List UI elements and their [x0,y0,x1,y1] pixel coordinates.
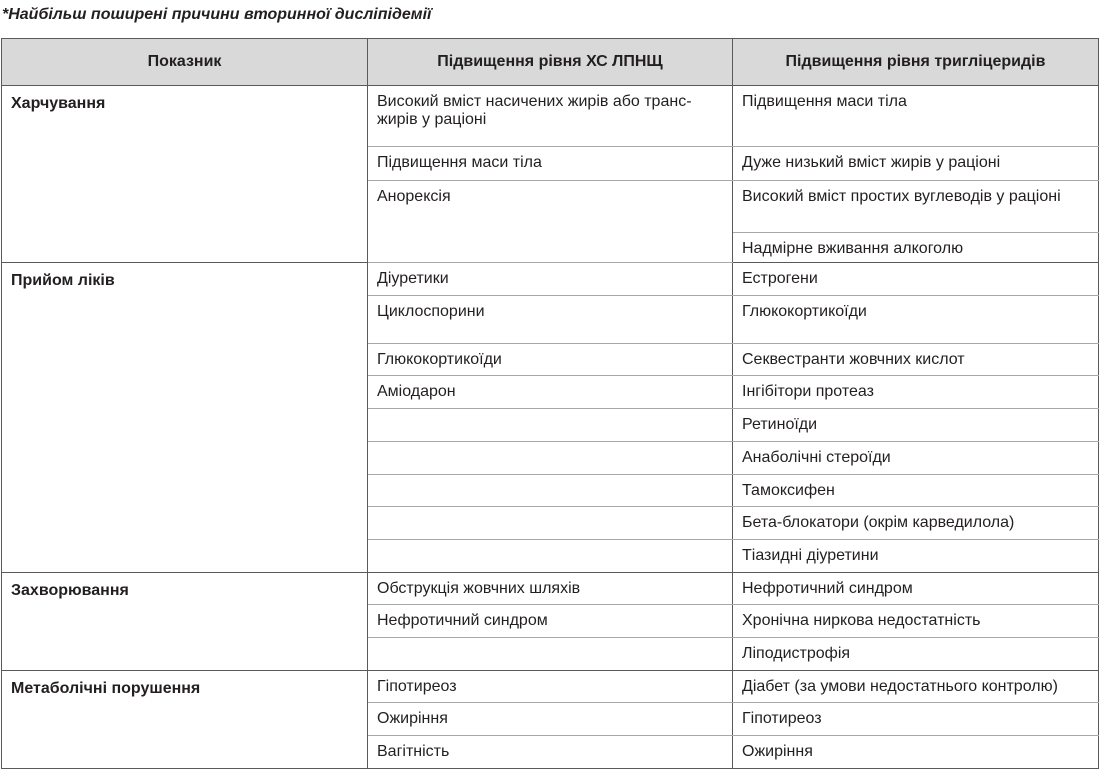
category-medication: Прийом ліків [2,263,368,573]
ldl-cell [368,507,733,540]
tg-cell: Інгібітори протеаз [733,376,1099,409]
ldl-cell [368,409,733,442]
ldl-cell [368,540,733,573]
ldl-cell: Вагітність [368,736,733,769]
tg-cell: Ретиноїди [733,409,1099,442]
header-triglyceride-increase: Підвищення рівня тригліцеридів [733,39,1099,86]
ldl-cell: Аміодарон [368,376,733,409]
table-caption: *Найбільш поширені причини вторинної дисліпідемії [2,6,432,23]
ldl-cell: Циклоспорини [368,296,733,344]
tg-cell: Високий вміст простих вуглеводів у раціоні [733,181,1099,233]
header-indicator: Показник [2,39,368,86]
ldl-cell: Глюкокортикоїди [368,344,733,376]
ldl-cell: Анорексія [368,181,733,263]
ldl-cell [368,475,733,507]
ldl-cell: Нефротичний синдром [368,605,733,638]
category-nutrition: Харчування [2,86,368,263]
tg-cell: Естрогени [733,263,1099,296]
ldl-cell: Підвищення маси тіла [368,147,733,181]
table-row [2,263,1099,296]
dyslipidemia-causes-table [1,38,1099,769]
tg-cell: Секвестранти жовчних кислот [733,344,1099,376]
ldl-cell: Високий вміст насичених жирів або транс-жирів у раціоні [368,86,733,147]
header-row [2,39,1099,86]
tg-cell: Надмірне вживання алкоголю [733,233,1099,263]
table-row [2,573,1099,605]
tg-cell: Гіпотиреоз [733,703,1099,736]
ldl-cell: Ожиріння [368,703,733,736]
table-row [2,671,1099,703]
ldl-cell: Гіпотиреоз [368,671,733,703]
tg-cell: Тіазидні діуретини [733,540,1099,573]
table-body [2,86,1099,769]
table-row [2,86,1099,147]
tg-cell: Бета-блокатори (окрім карведилола) [733,507,1099,540]
tg-cell: Підвищення маси тіла [733,86,1099,147]
tg-cell: Нефротичний синдром [733,573,1099,605]
tg-cell: Тамоксифен [733,475,1099,507]
tg-cell: Ліподистрофія [733,638,1099,671]
category-diseases: Захворювання [2,573,368,671]
ldl-cell: Діуретики [368,263,733,296]
header-ldl-increase: Підвищення рівня ХС ЛПНЩ [368,39,733,86]
ldl-cell: Обструкція жовчних шляхів [368,573,733,605]
ldl-cell [368,638,733,671]
tg-cell: Дуже низький вміст жирів у раціоні [733,147,1099,181]
tg-cell: Ожиріння [733,736,1099,769]
tg-cell: Діабет (за умови недостатнього контролю) [733,671,1099,703]
tg-cell: Анаболічні стероїди [733,442,1099,475]
tg-cell: Глюкокортикоїди [733,296,1099,344]
ldl-cell [368,442,733,475]
table-header [2,39,1099,86]
tg-cell: Хронічна ниркова недостатність [733,605,1099,638]
category-metabolic: Метаболічні порушення [2,671,368,769]
